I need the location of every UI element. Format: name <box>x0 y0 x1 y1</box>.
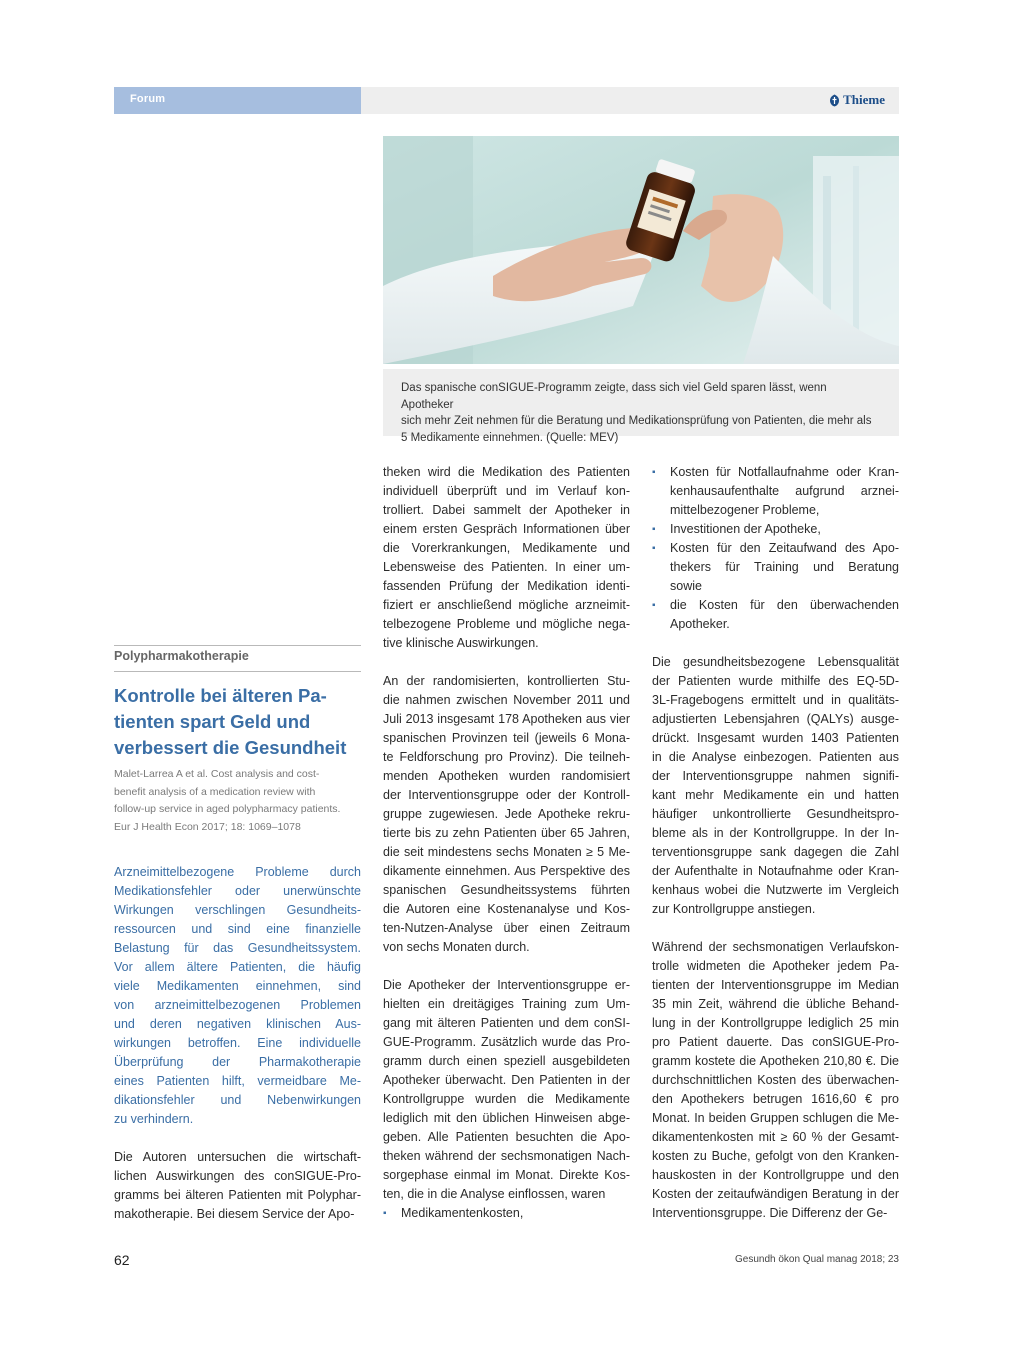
text-line: einem ersten Gespräch Informationen über <box>383 522 630 536</box>
text-line: viele Medikamenten einnehmen, sind <box>114 979 361 993</box>
text-line: hauskosten in der Kontrollgruppe und den <box>652 1168 899 1182</box>
text-line: Überprüfung der Pharmakotherapie <box>114 1055 361 1069</box>
reference-line: Malet-Larrea A et al. Cost analysis and cost- <box>114 768 320 780</box>
text-line: kenhausaufenthalte aufgrund arznei- <box>670 484 899 498</box>
paragraph-gap <box>652 919 899 938</box>
pharmacy-photo <box>383 136 899 364</box>
reference-line: follow-up service in aged polypharmacy patients. <box>114 803 341 815</box>
text-line: Monat. In beiden Gruppen schlugen die Me- <box>652 1111 899 1125</box>
text-line: spanischen Gesundheitssystems führten <box>383 883 630 897</box>
text-line: 3L-Fragebogens ermittelt und in qualitäts- <box>652 693 899 707</box>
text-line: hielten ein dreitägiges Training zum Um- <box>383 997 630 1011</box>
paragraph-gap <box>114 1129 361 1148</box>
text-line: Vor allem ältere Patienten, die häufig <box>114 960 361 974</box>
text-line: theken wird die Medikation des Patienten <box>383 465 630 479</box>
thieme-emblem-icon <box>829 94 840 107</box>
text-line: ▪ Medikamentenkosten, <box>383 1204 630 1223</box>
text-line: bleme als in der Kontrollgruppe. In der In- <box>652 826 899 840</box>
text-line: zu verhindern. <box>114 1112 194 1126</box>
article-title <box>114 683 364 761</box>
section-divider-bottom <box>114 671 361 672</box>
text-line: tive klinische Auswirkungen. <box>383 636 539 650</box>
section-header-label: Forum <box>130 93 166 105</box>
text-line: gang mit älteren Patienten und dem conSI- <box>383 1016 630 1030</box>
text-line: häufiger unkontrollierte Gesundheitspro- <box>652 807 899 821</box>
caption-line: sich mehr Zeit nehmen für die Beratung und Medikationsprüfung von Patienten, die mehr als <box>401 415 872 427</box>
reference-line: Eur J Health Econ 2017; 18: 1069–1078 <box>114 820 301 833</box>
text-line: Arzneimittelbezogene Probleme durch <box>114 865 361 879</box>
title-line: verbessert die Gesundheit <box>114 737 347 758</box>
text-line: menden Apotheken wurden randomisiert <box>383 769 630 783</box>
page-number: 62 <box>114 1252 130 1268</box>
text-line: Juli 2013 insgesamt 178 Apotheken aus vier <box>383 712 630 726</box>
text-line: die Vorerkrankungen, Medikamente und <box>383 541 630 555</box>
section-header-bar <box>114 87 361 114</box>
text-line: und deren negativen klinischen Aus- <box>114 1017 361 1031</box>
text-line: Wirkungen verschlingen Gesundheits- <box>114 903 361 917</box>
text-line: ▪ Investitionen der Apotheke, <box>652 520 899 539</box>
text-line: Die Apotheker der Interventionsgruppe er- <box>383 978 630 992</box>
text-line: durchschnittlichen Kosten des überwachen- <box>652 1073 899 1087</box>
text-line: terventionsgruppe sank dagegen die Zahl <box>652 845 899 859</box>
photo-caption <box>383 369 899 444</box>
section-label: Polypharmakotherapie <box>114 649 249 663</box>
text-line: adjustierten Lebensjahren (QALYs) ausge- <box>652 712 899 726</box>
text-line: Apotheker überwacht. Den Patienten in der <box>383 1073 630 1087</box>
text-line: dikamentenkosten mit ≥ 60 % der Gesamt- <box>652 1130 899 1144</box>
text-line: lung in der Kontrollgruppe lediglich 25 min <box>652 1016 899 1030</box>
body-column-3 <box>652 463 899 1223</box>
text-line: Kontrollgruppe wurden die Medikamente <box>383 1092 630 1106</box>
text-line: der Patienten wurde mithilfe des EQ-5D- <box>652 674 899 688</box>
text-line: fiziert er anschließend mögliche arzneimit- <box>383 598 630 612</box>
text-line: Kosten der zeitaufwändigen Beratung in der <box>652 1187 899 1201</box>
text-line: lichen Auswirkungen des conSIGUE-Pro- <box>114 1169 361 1183</box>
paragraph-gap <box>383 957 630 976</box>
text-line: GUE-Programm. Zusätzlich wurde das Pro- <box>383 1035 630 1049</box>
text-line: 35 min Zeit, während die übliche Behand- <box>652 997 899 1011</box>
text-line: Interventionsgruppe. Die Differenz der Ge- <box>652 1206 888 1220</box>
text-line: ▪ Kosten für den Zeitaufwand des Apo- <box>652 539 899 558</box>
article-reference <box>114 766 364 836</box>
text-line: die Autoren eine Kostenanalyse und Kos- <box>383 902 630 916</box>
text-line: Die gesundheitsbezogene Lebensqualität <box>652 655 899 669</box>
text-line: eines Patienten hilft, vermeidbare Me- <box>114 1074 361 1088</box>
text-line: die nahmen zwischen November 2011 und <box>383 693 630 707</box>
text-line: wirkungen betroffen. Eine individuelle <box>114 1036 361 1050</box>
section-divider-top <box>114 645 361 646</box>
text-line: Apotheker. <box>670 617 730 631</box>
text-line: lediglich mit den üblichen Hinweisen abge- <box>383 1111 630 1125</box>
title-line: tienten spart Geld und <box>114 711 311 732</box>
text-line: geben. Alle Patienten besuchten die Apo- <box>383 1130 630 1144</box>
text-line: ▪ Kosten für Notfallaufnahme oder Kran- <box>652 463 899 482</box>
text-line: sorgephase einmal im Monat. Direkte Kos- <box>383 1168 630 1182</box>
text-line: Während der sechsmonatigen Verlaufskon- <box>652 940 899 954</box>
text-line: gramm durch einen speziell ausgebildeten <box>383 1054 630 1068</box>
text-line: dikamente einnehmen. Aus Perspektive des <box>383 864 630 878</box>
text-line: von sechs Monaten durch. <box>383 940 530 954</box>
text-line: Die Autoren untersuchen die wirtschaft- <box>114 1150 361 1164</box>
text-line: Belastung für das Gesundheitssystem. <box>114 941 361 955</box>
text-line: die seit mindestens sechs Monaten ≥ 5 Me- <box>383 845 630 859</box>
text-line: ten, die in die Analyse einflossen, waren <box>383 1187 606 1201</box>
text-line: mittelbezogener Probleme, <box>670 503 820 517</box>
text-line: ▪ die Kosten für den überwachenden <box>652 596 899 615</box>
text-line: kosten zu Buche, gefolgt von den Kranken- <box>652 1149 899 1163</box>
text-line: zur Kontrollgruppe anstiegen. <box>652 902 816 916</box>
text-line: individuell überprüft und im Verlauf kon- <box>383 484 630 498</box>
text-line: in die Analyse einbezogen. Patienten aus <box>652 750 899 764</box>
journal-citation: Gesundh ökon Qual manag 2018; 23 <box>734 1254 899 1265</box>
body-column-2 <box>383 463 630 1223</box>
text-line: te Feldforschung pro Provinz). Die teilneh- <box>383 750 630 764</box>
text-line: telbezogene Probleme und mögliche nega- <box>383 617 630 631</box>
text-line: der Aufenthalte in Notaufnahme oder Kran- <box>652 864 899 878</box>
text-line: spanischen Provinzen teil (jeweils 6 Mona- <box>383 731 630 745</box>
text-line: thekers für Training und Beratung <box>670 560 899 574</box>
text-line: gruppe zugewiesen. Jede Apotheke rekru- <box>383 807 630 821</box>
publisher-logo <box>829 92 885 108</box>
text-line: Medikationsfehler oder unerwünschte <box>114 884 361 898</box>
text-line: der Interventionsgruppe oder der Kontroll- <box>383 788 630 802</box>
caption-line: Das spanische conSIGUE-Programm zeigte, dass sich viel Geld sparen lässt, wenn Apotheker <box>401 382 827 411</box>
body-column-1 <box>114 863 361 1224</box>
text-line: kenhaus wobei die Nutzwerte im Vergleich <box>652 883 899 897</box>
reference-line: benefit analysis of a medication review with <box>114 785 316 798</box>
text-line: der Interventionsgruppe nahmen signifi- <box>652 769 899 783</box>
publisher-name: Thieme <box>843 92 885 107</box>
paragraph-gap <box>383 653 630 672</box>
caption-line: 5 Medikamente einnehmen. (Quelle: MEV) <box>401 431 619 444</box>
text-line: den Apothekers betrugen 1616,60 € pro <box>652 1092 899 1106</box>
publisher-header-bar <box>361 87 899 114</box>
text-line: trolle widmeten die Apotheker jedem Pa- <box>652 959 899 973</box>
text-line: An der randomisierten, kontrollierten Stu- <box>383 674 630 688</box>
text-line: pro Patient dauerte. Das conSIGUE-Pro- <box>652 1035 899 1049</box>
text-line: tierte bis zu zehn Patienten über 65 Jahren, <box>383 826 630 840</box>
text-line: ressourcen und sind eine finanzielle <box>114 922 361 936</box>
text-line: makotherapie. Bei diesem Service der Apo- <box>114 1207 355 1221</box>
text-line: theken während der sechsmonatigen Nach- <box>383 1149 630 1163</box>
text-line: trolliert. Dabei sammelt der Apotheker in <box>383 503 630 517</box>
text-line: gramm kostete die Apotheken 210,80 €. Die <box>652 1054 899 1068</box>
text-line: Lebensweise des Patienten. In einer um- <box>383 560 630 574</box>
title-line: Kontrolle bei älteren Pa- <box>114 685 327 706</box>
text-line: ten-Nutzen-Analyse über einen Zeitraum <box>383 921 630 935</box>
text-line: von arzneimittelbezogenen Problemen <box>114 998 361 1012</box>
text-line: tienten der Interventionsgruppe im Median <box>652 978 899 992</box>
text-line: dikationsfehler und Nebenwirkungen <box>114 1093 361 1107</box>
text-line: drückt. Insgesamt wurden 1403 Patienten <box>652 731 899 745</box>
text-line: gramms bei älteren Patienten mit Polyphar- <box>114 1188 361 1202</box>
text-line: kant mehr Medikamente ein und hatten <box>652 788 899 802</box>
text-line: sowie <box>670 579 702 593</box>
text-line: fassenden Prüfung der Medikation identi- <box>383 579 630 593</box>
paragraph-gap <box>652 634 899 653</box>
